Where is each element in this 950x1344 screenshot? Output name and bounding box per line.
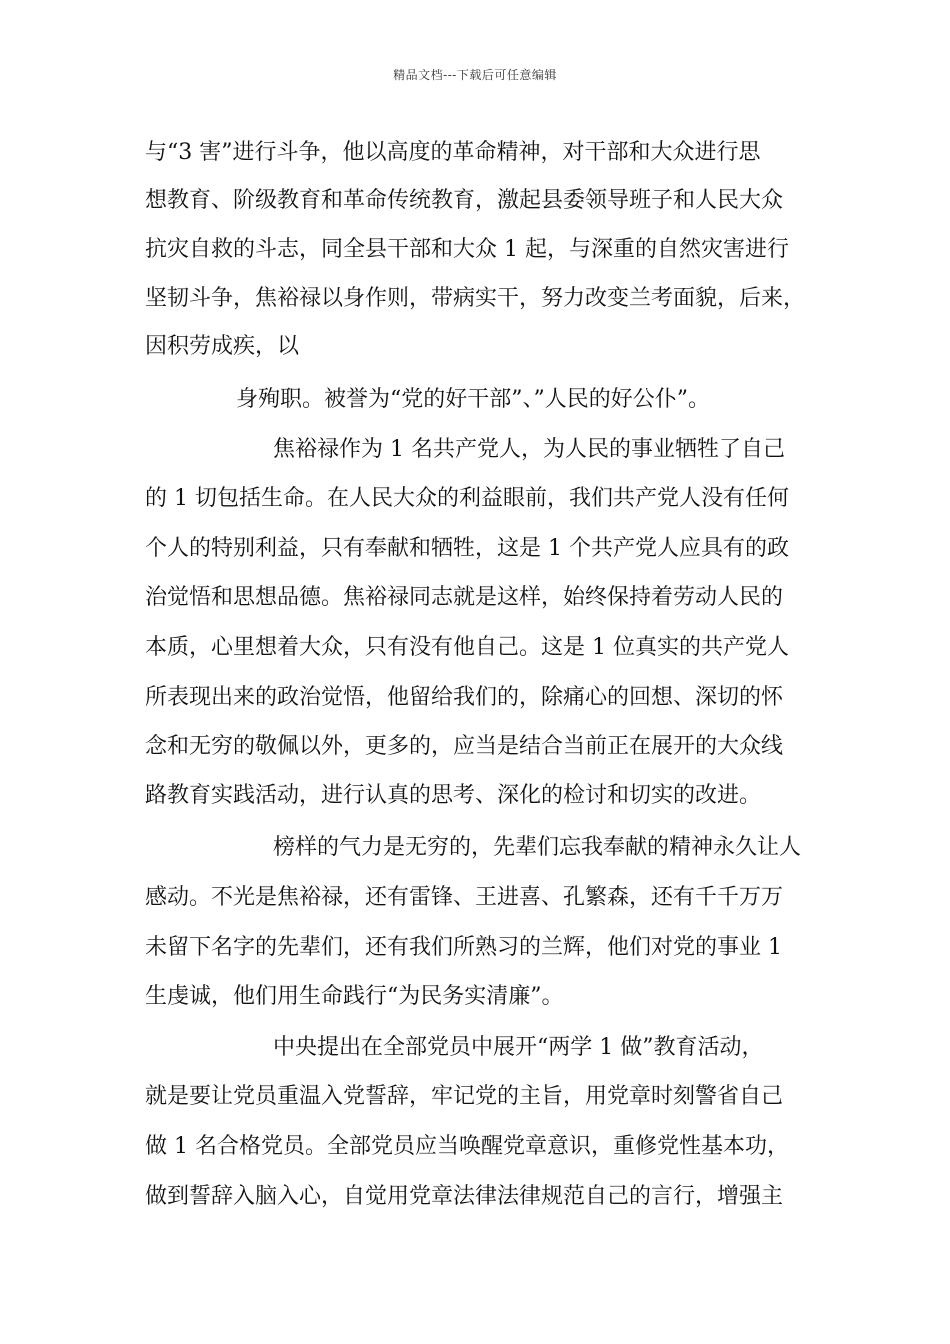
text-line: 坚韧斗争，焦裕禄以身作则，带病实干，努力改变兰考面貌，后来， [145,286,806,311]
text-line: 生虔诚，他们用生命践行“为民务实清廉”。 [145,984,564,1009]
text-line: 本质，心里想着大众，只有没有他自己。这是 1 位真实的共产党人 [145,635,789,660]
text-line: 的 1 切包括生命。在人民大众的利益眼前，我们共产党人没有任何 [145,486,789,511]
text-line: 所表现出来的政治觉悟，他留给我们的，除痛心的回想、深切的怀 [145,685,784,710]
page-header: 精品文档---下载后可任意编辑 [393,68,557,82]
text-line: 个人的特别利益，只有奉献和牺牲，这是 1 个共产党人应具有的政 [145,536,789,561]
text-line: 做 1 名合格党员。全部党员应当唤醒党章意识，重修党性基本功， [145,1134,789,1159]
text-line: 与“3 害”进行斗争，他以高度的革命精神，对干部和大众进行思 [145,140,761,165]
text-line: 中央提出在全部党员中展开“两学 1 做”教育活动， [273,1035,764,1060]
text-line: 想教育、阶级教育和革命传统教育，激起县委领导班子和人民大众 [145,188,784,213]
text-line: 焦裕禄作为 1 名共产党人，为人民的事业牺牲了自己 [273,437,785,462]
text-line: 未留下名字的先辈们，还有我们所熟习的兰辉，他们对党的事业 1 [145,935,782,960]
text-line: 治觉悟和思想品德。焦裕禄同志就是这样，始终保持着劳动人民的 [145,585,784,610]
text-line: 榜样的气力是无穷的，先辈们忘我奉献的精神永久让人 [273,835,802,860]
text-line: 念和无穷的敬佩以外，更多的，应当是结合当前正在展开的大众线 [145,734,784,759]
text-line: 抗灾自救的斗志，同全县干部和大众 1 起，与深重的自然灾害进行 [145,237,789,262]
text-line: 路教育实践活动，进行认真的思考、深化的检讨和切实的改进。 [145,783,762,808]
text-line: 身殉职。被誉为“党的好干部”、”人民的好公仆”。 [236,387,710,412]
text-line: 就是要让党员重温入党誓辞，牢记党的主旨，用党章时刻警省自己 [145,1084,784,1109]
text-line: 因积劳成疾，以 [145,334,300,359]
text-line: 感动。不光是焦裕禄，还有雷锋、王进喜、孔繁森，还有千千万万 [145,885,784,910]
text-line: 做到誓辞入脑入心，自觉用党章法律法律规范自己的言行，增强主 [145,1184,784,1209]
